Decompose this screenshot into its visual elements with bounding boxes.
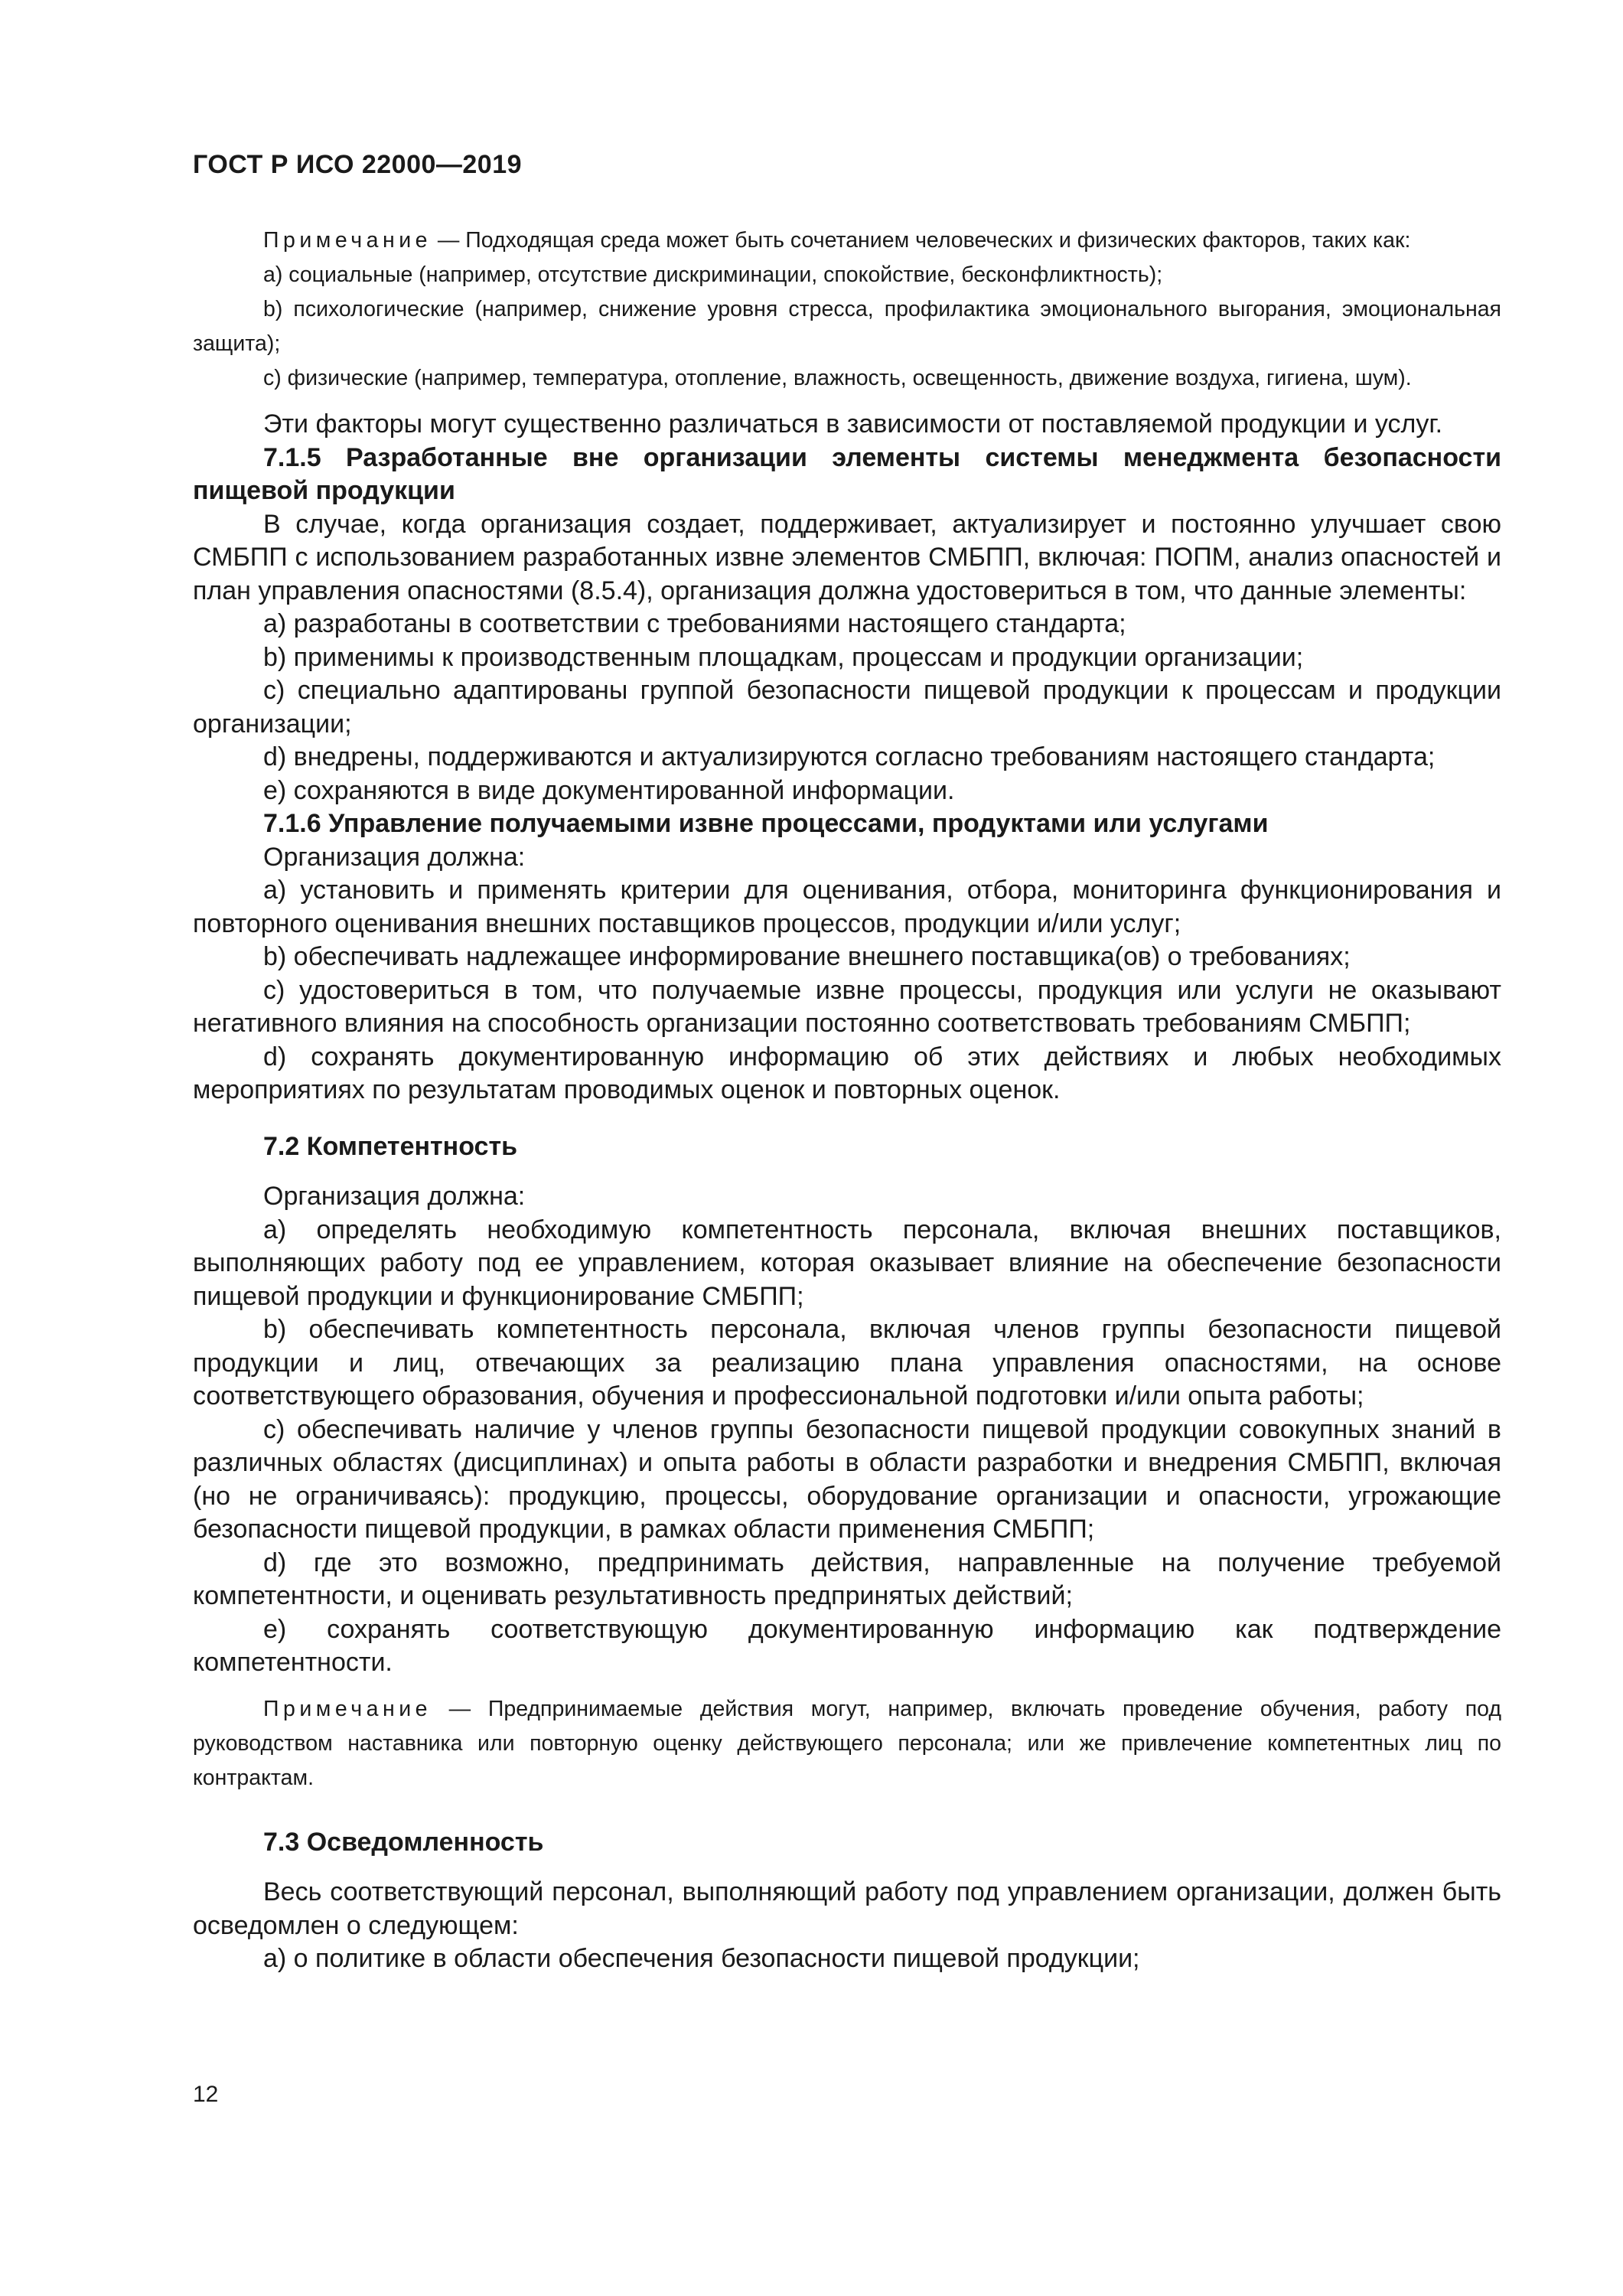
list-item: a) разработаны в соответствии с требованиями настоящего стандарта; (263, 609, 1126, 638)
list-item: e) сохраняются в виде документированной информации. (263, 775, 955, 805)
note-item: b) психологические (например, снижение уровня стресса, профилактика эмоционального выгорания, эмоциональная защита); (193, 297, 1501, 356)
section-7-3-intro: Весь соответствующий персонал, выполняющий работу под управлением организации, должен быть осведомлен о следующем: (193, 1877, 1501, 1940)
list-item: d) сохранять документированную информацию об этих действиях и любых необходимых мероприятиях по результатам проводимых оценок и повторных оценок. (193, 1042, 1501, 1104)
list-item: b) применимы к производственным площадкам, процессам и продукции организации; (263, 642, 1304, 672)
list-item: a) определять необходимую компетентность персонала, включая внешних поставщиков, выполняющих работу под ее управлением, которая оказывает влияние на обеспечение безопасности пищевой продукции и функционирование СМБПП; (193, 1215, 1501, 1311)
section-7-1-5-intro: В случае, когда организация создает, поддерживает, актуализирует и постоянно улучшает свою СМБПП с использованием разработанных извне элементов СМБПП, включая: ПОПМ, анализ опасностей и план управления опасностями (8.5.4), организация должна удостовериться в том, что данные элементы: (193, 509, 1501, 605)
note-text: — Предпринимаемые действия могут, например, включать проведение обучения, работу под руководством наставника или повторную оценку действующего персонала; или же привлечение компетентных лиц по контрактам. (193, 1696, 1501, 1790)
factors-paragraph: Эти факторы могут существенно различаться в зависимости от поставляемой продукции и услуг. (263, 409, 1443, 439)
note-label: Примечание (263, 228, 432, 253)
list-item: b) обеспечивать надлежащее информирование внешнего поставщика(ов) о требованиях; (263, 942, 1351, 971)
note-label: Примечание (263, 1696, 432, 1721)
note-item: a) социальные (например, отсутствие дискриминации, спокойствие, бесконфликтность); (263, 263, 1163, 287)
list-item: c) специально адаптированы группой безопасности пищевой продукции к процессам и продукции организации; (193, 676, 1501, 739)
list-item: a) установить и применять критерии для оценивания, отбора, мониторинга функционирования и повторного оценивания внешних поставщиков процессов, продукции и/или услуг; (193, 876, 1501, 938)
section-7-1-5-heading: 7.1.5 Разработанные вне организации элементы системы менеджмента безопасности пищевой продукции (193, 442, 1501, 505)
section-7-1-6-heading: 7.1.6 Управление получаемыми извне процессами, продуктами или услугами (263, 809, 1269, 838)
list-item: e) сохранять соответствующую документированную информацию как подтверждение компетентности. (193, 1614, 1501, 1677)
page-number: 12 (193, 2082, 219, 2107)
list-item: d) внедрены, поддерживаются и актуализируются согласно требованиям настоящего стандарта; (263, 742, 1436, 771)
section-7-3-heading: 7.3 Осведомленность (263, 1827, 544, 1857)
page-content (193, 223, 1501, 1976)
section-7-2-intro: Организация должна: (263, 1182, 526, 1211)
list-item: d) где это возможно, предпринимать действия, направленные на получение требуемой компетентности, и оценивать результативность предпринятых действий; (193, 1548, 1501, 1610)
note-text: — Подходящая среда может быть сочетанием человеческих и физических факторов, таких как: (431, 228, 1411, 253)
document-header: ГОСТ Р ИСО 22000—2019 (193, 150, 523, 179)
list-item: c) обеспечивать наличие у членов группы безопасности пищевой продукции совокупных знаний в различных областях (дисциплинах) и опыта работы в области разработки и внедрения СМБПП, включая (но не ограничиваясь): продукцию, процессы, оборудование организации и опасности, угрожающие безопасности пищевой продукции, в рамках области применения СМБПП; (193, 1414, 1501, 1544)
section-7-2-heading: 7.2 Компетентность (263, 1131, 517, 1161)
note-paragraph (193, 1692, 1501, 1795)
section-7-1-6-intro: Организация должна: (263, 842, 526, 872)
list-item: a) о политике в области обеспечения безопасности пищевой продукции; (263, 1944, 1140, 1973)
note-paragraph (193, 223, 1501, 258)
list-item: b) обеспечивать компетентность персонала, включая членов группы безопасности пищевой продукции и лиц, отвечающих за реализацию плана управления опасностями, на основе соответствующего образования, обучения и профессиональной подготовки и/или опыта работы; (193, 1315, 1501, 1411)
note-item: c) физические (например, температура, отопление, влажность, освещенность, движение воздуха, гигиена, шум). (263, 366, 1412, 390)
list-item: c) удостовериться в том, что получаемые извне процессы, продукция или услуги не оказывают негативного влияния на способность организации постоянно соответствовать требованиям СМБПП; (193, 975, 1501, 1038)
